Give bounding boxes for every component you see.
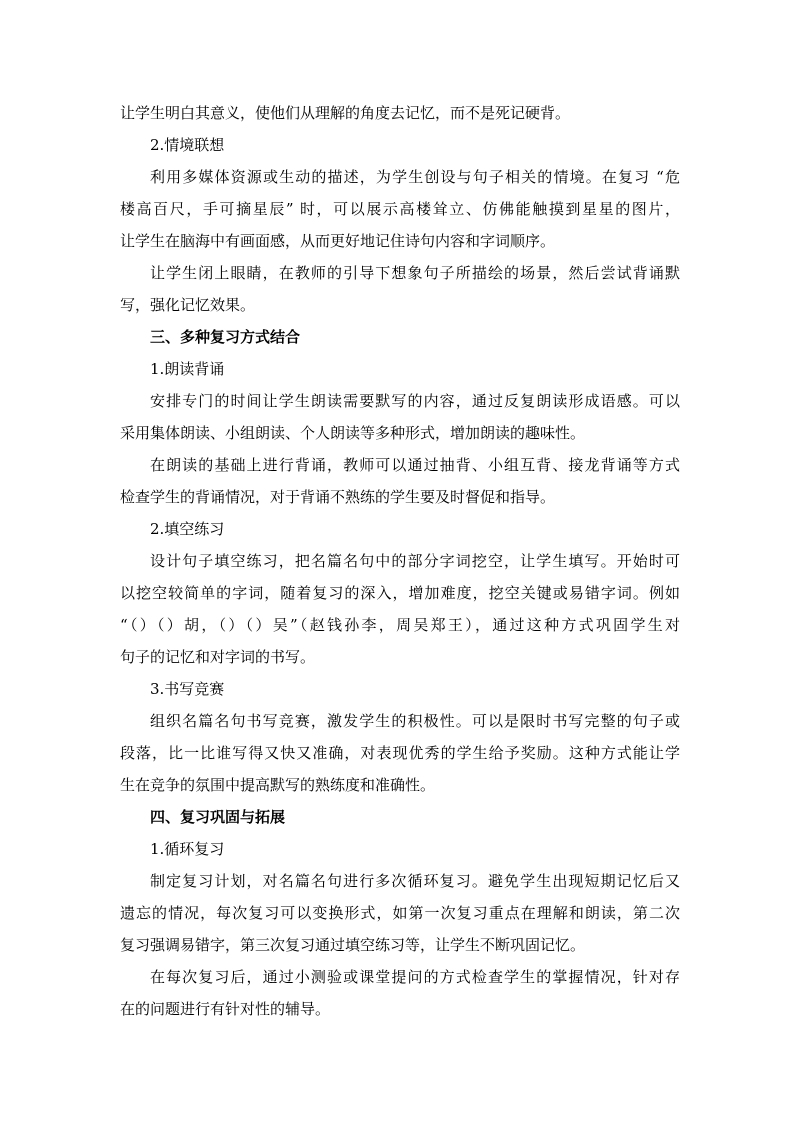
paragraph-line: 采用集体朗读、小组朗读、个人朗读等多种形式，增加朗读的趣味性。 [120,424,586,442]
paragraph-line: 句子的记忆和对字词的书写。 [120,648,316,666]
paragraph-line: 在的问题进行有针对性的辅导。 [120,1000,331,1018]
document-body [120,99,680,1027]
paragraph-line: 组织名篇名句书写竞赛，激发学生的积极性。可以是限时书写完整的句子或 [150,712,680,730]
subheading-reading-reciting: 1.朗读背诵 [150,360,225,378]
paragraph-line: 安排专门的时间让学生朗读需要默写的内容，通过反复朗读形成语感。可以 [150,392,680,410]
subheading-situational-association: 2.情境联想 [150,136,225,154]
paragraph-line: 让学生明白其意义，使他们从理解的角度去记忆，而不是死记硬背。 [120,104,571,122]
paragraph-line: 让学生在脑海中有画面感，从而更好地记住诗句内容和字词顺序。 [120,232,556,250]
section-heading-review-methods: 三、多种复习方式结合 [150,328,301,346]
paragraph-line: 让学生闭上眼睛，在教师的引导下想象句子所描绘的场景，然后尝试背诵默 [150,264,680,282]
subheading-cyclic-review: 1.循环复习 [150,840,225,858]
paragraph-line: 以挖空较简单的字词，随着复习的深入，增加难度，挖空关键或易错字词。例如 [120,584,680,602]
paragraph-line: 利用多媒体资源或生动的描述，为学生创设与句子相关的情境。在复习 “危 [150,168,680,186]
paragraph-line: 写，强化记忆效果。 [120,296,256,314]
paragraph-line: 检查学生的背诵情况，对于背诵不熟练的学生要及时督促和指导。 [120,488,556,506]
paragraph-line: 复习强调易错字，第三次复习通过填空练习等，让学生不断巩固记忆。 [120,936,586,954]
paragraph-line: 在朗读的基础上进行背诵，教师可以通过抽背、小组互背、接龙背诵等方式 [150,456,680,474]
paragraph-line: 楼高百尺，手可摘星辰” 时，可以展示高楼耸立、仿佛能触摸到星星的图片， [120,200,680,218]
section-heading-consolidation: 四、复习巩固与拓展 [150,808,286,826]
paragraph-line: 在每次复习后，通过小测验或课堂提问的方式检查学生的掌握情况，针对存 [150,968,680,986]
paragraph-line: “（）（）胡，（）（）吴”（赵钱孙李，周吴郑王），通过这种方式巩固学生对 [120,616,680,634]
paragraph-line: 制定复习计划，对名篇名句进行多次循环复习。避免学生出现短期记忆后又 [150,872,680,890]
paragraph-line: 遗忘的情况，每次复习可以变换形式，如第一次复习重点在理解和朗读，第二次 [120,904,680,922]
paragraph-line: 设计句子填空练习，把名篇名句中的部分字词挖空，让学生填写。开始时可 [150,552,680,570]
subheading-writing-contest: 3.书写竞赛 [150,680,225,698]
paragraph-line: 生在竞争的氛围中提高默写的熟练度和准确性。 [120,776,436,794]
subheading-fill-in-blank: 2.填空练习 [150,520,225,538]
paragraph-line: 段落，比一比谁写得又快又准确，对表现优秀的学生给予奖励。这种方式能让学 [120,744,680,762]
